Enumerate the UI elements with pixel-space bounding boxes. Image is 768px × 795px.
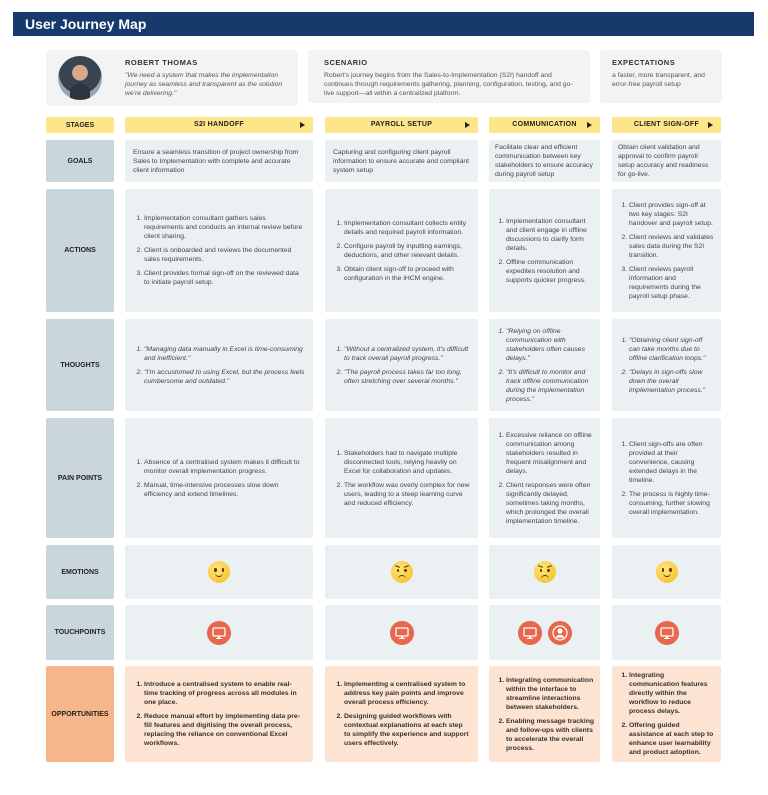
list-item: 2. "It's difficult to monitor and track offline communication during the implementation process."	[506, 368, 594, 404]
thoughts-cell	[125, 319, 313, 411]
list-item: 2. Client responses were often significantly delayed, sometimes taking months, which prolonged the overall implementation timeline.	[506, 481, 594, 526]
expectations-card	[600, 50, 722, 103]
stage-label: COMMUNICATION	[512, 121, 577, 128]
list-item: 2. Configure payroll by inputting earnings, deductions, and other relevant details.	[344, 242, 470, 260]
stage-label: PAYROLL SETUP	[370, 121, 433, 128]
list-item: 1. "Obtaining client sign-off can take months due to offline clarification loops."	[629, 336, 715, 363]
list-item: 1. Implementation consultant and client engage in offline discussions to clarify form details.	[506, 217, 594, 253]
list-item: 2. Enabling message tracking and follow-ups with clients to accelerate the overall process.	[506, 717, 594, 753]
goal-cell	[612, 140, 721, 182]
thoughts-cell	[489, 319, 600, 411]
list-item: 2. Offering guided assistance at each step to enhance user learnability and product adoption.	[629, 721, 715, 757]
row-label-emotions: EMOTIONS	[46, 545, 114, 599]
emotion-cell	[325, 545, 478, 599]
stage-s2i-handoff	[125, 117, 313, 133]
list-item: 1. Stakeholders had to navigate multiple disconnected tools, relying heavily on Excel for collaboration and updates.	[344, 449, 470, 476]
actions-cell	[125, 189, 313, 312]
scenario-text: Robert's journey begins from the Sales-to-Implementation (S2I) handoff and continues through requirements gathering, planning, configuration, testing, and go-live support—all within a centralized platform.	[324, 72, 573, 97]
list-item: 2. Offline communication expedites resolution and supports quicker progress.	[506, 258, 594, 285]
emotion-cell	[489, 545, 600, 599]
list-item: 1. "Relying on offline communication with stakeholders often causes delays."	[506, 327, 594, 363]
stage-label: CLIENT SIGN-OFF	[633, 121, 700, 128]
persona-name: ROBERT THOMAS	[125, 58, 198, 67]
list-item: 1. Implementation consultant gathers sales requirements and conducts an internal review before client sharing.	[144, 214, 305, 241]
touchpoints-cell	[325, 605, 478, 660]
list-item: 1. Introduce a centralised system to enable real-time tracking of progress across all modules in one place.	[144, 680, 305, 707]
opportunities-cell	[325, 666, 478, 762]
page-title: User Journey Map	[25, 16, 147, 32]
list-item: 2. Manual, time-intensive processes slow down efficiency and extend timelines.	[144, 481, 305, 499]
monitor-icon	[518, 621, 542, 645]
list-item: 1. Integrating communication within the interface to streamline interactions between stakeholders.	[506, 676, 594, 712]
list-item: 1. Implementation consultant collects entity details and required payroll information.	[344, 219, 470, 237]
actions-cell	[612, 189, 721, 312]
monitor-icon	[655, 621, 679, 645]
emotion-cell	[612, 545, 721, 599]
opportunities-cell	[489, 666, 600, 762]
expectations-heading: EXPECTATIONS	[612, 58, 676, 67]
list-item: 2. The process is highly time-consuming, further slowing overall implementation.	[629, 490, 715, 517]
title-bar	[13, 12, 754, 36]
goal-text: Capturing and configuring client payroll information to ensure accurate and compliant system setup	[333, 148, 470, 174]
row-label-thoughts: THOUGHTS	[46, 319, 114, 411]
list-item: 2. The workflow was overly complex for new users, leading to a steep learning curve and reduced efficiency.	[344, 481, 470, 508]
angry-face-icon	[391, 561, 413, 583]
play-arrow-icon	[300, 122, 305, 128]
stage-communication	[489, 117, 600, 133]
monitor-icon	[390, 621, 414, 645]
emotion-cell	[125, 545, 313, 599]
list-item: 1. Implementing a centralised system to address key pain points and improve overall process efficiency.	[344, 680, 470, 707]
play-arrow-icon	[708, 122, 713, 128]
list-item: 2. "I'm accustomed to using Excel, but the process feels cumbersome and outdated."	[144, 368, 305, 386]
monitor-icon	[207, 621, 231, 645]
goal-cell	[325, 140, 478, 182]
list-item: 1. Absence of a centralised system makes it difficult to monitor overall implementation progress.	[144, 458, 305, 476]
row-label-goals: GOALS	[46, 140, 114, 182]
list-item: 2. "Delays in sign-offs slow down the overall implementation process."	[629, 368, 715, 395]
list-item: 2. "The payroll process takes far too long, often stretching over several months."	[344, 368, 470, 386]
pain-points-cell	[125, 418, 313, 538]
list-item: 2. Client reviews and validates sales data during the S2I transition.	[629, 233, 715, 260]
pain-points-cell	[489, 418, 600, 538]
row-label-pain-points: PAIN POINTS	[46, 418, 114, 538]
touchpoints-cell	[125, 605, 313, 660]
list-item: 1. Client provides sign-off at two key stages: S2I handover and payroll setup.	[629, 201, 715, 228]
thoughts-cell	[325, 319, 478, 411]
list-item: 2. Designing guided workflows with contextual explanations at each step to simplify the experience and support users effectively.	[344, 712, 470, 748]
thoughts-cell	[612, 319, 721, 411]
goal-text: Obtain client validation and approval to confirm payroll setup accuracy and readiness for go-live.	[618, 144, 709, 178]
row-label-touchpoints: TOUCHPOINTS	[46, 605, 114, 660]
list-item: 1. "Without a centralized system, it's difficult to track overall payroll progress."	[344, 345, 470, 363]
pain-points-cell	[612, 418, 721, 538]
goal-text: Ensure a seamless transition of project ownership from Sales to Implementation with complete and accurate client information	[133, 148, 299, 174]
stage-payroll-setup	[325, 117, 478, 133]
avatar	[58, 56, 102, 100]
happy-face-icon	[208, 561, 230, 583]
list-item: 1. Integrating communication features directly within the workflow to reduce process delays.	[629, 671, 715, 716]
opportunities-cell	[612, 666, 721, 762]
list-item: 1. Excessive reliance on offline communication among stakeholders resulted in frequent misalignment and delays.	[506, 431, 594, 476]
goal-cell	[489, 140, 600, 182]
user-icon	[548, 621, 572, 645]
goal-text: Facilitate clear and efficient communication between key stakeholders to ensure accuracy during payroll setup	[495, 144, 593, 178]
happy-face-icon	[656, 561, 678, 583]
scenario-card	[308, 50, 590, 103]
list-item: 3. Obtain client sign-off to proceed with configuration in the iHCM engine.	[344, 265, 470, 283]
play-arrow-icon	[465, 122, 470, 128]
row-label-stages: STAGES	[46, 117, 114, 133]
row-label-actions: ACTIONS	[46, 189, 114, 312]
persona-quote: "We need a system that makes the implementation journey as seamless and transparent as the solution we're delivering."	[125, 72, 283, 97]
expectations-text: a faster, more transparent, and error-free payroll setup	[612, 72, 705, 88]
goal-cell	[125, 140, 313, 182]
list-item: 1. Client sign-offs are often provided at their convenience, causing extended delays in the timeline.	[629, 440, 715, 485]
touchpoints-cell	[612, 605, 721, 660]
list-item: 3. Client reviews payroll information and requirements during the payroll setup phase.	[629, 265, 715, 301]
row-label-opportunities: OPPORTUNITIES	[46, 666, 114, 762]
list-item: 3. Client provides formal sign-off on the reviewed data to initiate payroll setup.	[144, 269, 305, 287]
stage-client-sign-off	[612, 117, 721, 133]
angry-face-icon	[534, 561, 556, 583]
scenario-heading: SCENARIO	[324, 58, 368, 67]
stage-label: S2I HANDOFF	[194, 121, 244, 128]
pain-points-cell	[325, 418, 478, 538]
actions-cell	[489, 189, 600, 312]
opportunities-cell	[125, 666, 313, 762]
list-item: 1. "Managing data manually in Excel is time-consuming and inefficient."	[144, 345, 305, 363]
actions-cell	[325, 189, 478, 312]
list-item: 2. Client is onboarded and reviews the documented sales requirements.	[144, 246, 305, 264]
persona-card	[46, 50, 298, 106]
list-item: 2. Reduce manual effort by implementing data pre-fill features and digitising the overall process, replacing the reliance on conventional Excel workflows.	[144, 712, 305, 748]
play-arrow-icon	[587, 122, 592, 128]
touchpoints-cell	[489, 605, 600, 660]
